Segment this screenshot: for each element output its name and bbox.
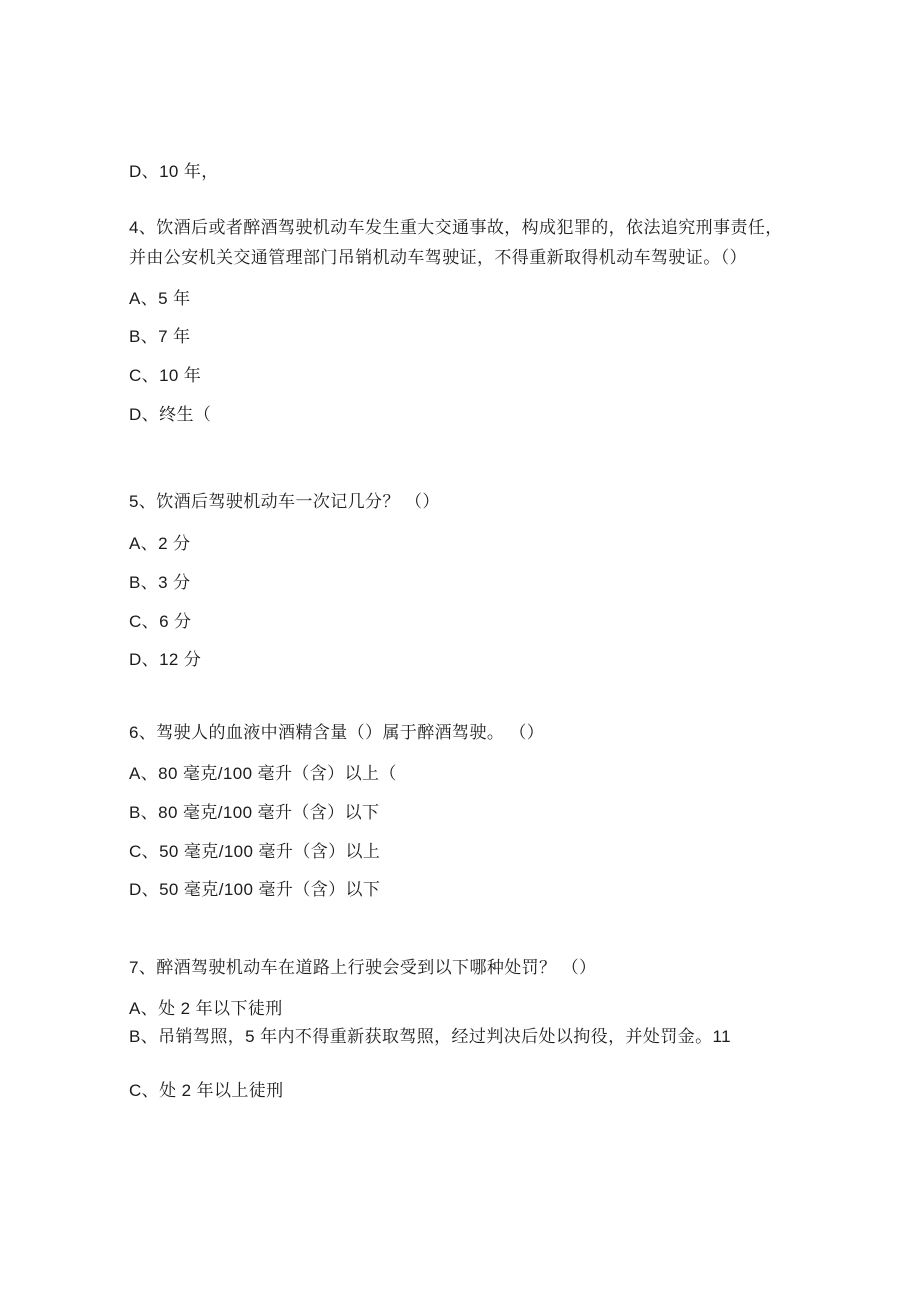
question-4-stem-line-2: 并由公安机关交通管理部门吊销机动车驾驶证，不得重新取得机动车驾驶证。（） xyxy=(129,248,747,267)
question-5-option-b: B、3 分 xyxy=(129,573,191,592)
question-6-option-d: D、50 毫克/100 毫升（含）以下 xyxy=(129,880,381,899)
question-4-option-d: D、终生（ xyxy=(129,405,212,424)
question-5-stem: 5、饮酒后驾驶机动车一次记几分？ （） xyxy=(129,492,440,511)
question-5-option-c: C、6 分 xyxy=(129,612,192,631)
question-6-option-c: C、50 毫克/100 毫升（含）以上 xyxy=(129,842,381,861)
question-7-option-a: A、处 2 年以下徒刑 xyxy=(129,999,283,1018)
question-5-option-d: D、12 分 xyxy=(129,650,202,669)
question-4-option-a: A、5 年 xyxy=(129,289,191,308)
question-6-option-a: A、80 毫克/100 毫升（含）以上（ xyxy=(129,764,397,783)
question-7-option-c: C、处 2 年以上徒刑 xyxy=(129,1081,284,1100)
question-4-option-b: B、7 年 xyxy=(129,327,191,346)
question-6-option-b: B、80 毫克/100 毫升（含）以下 xyxy=(129,803,380,822)
question-7-stem: 7、醉酒驾驶机动车在道路上行驶会受到以下哪种处罚？ （） xyxy=(129,958,597,977)
question-5-option-a: A、2 分 xyxy=(129,534,191,553)
question-7-option-b: B、吊销驾照，5 年内不得重新获取驾照，经过判决后处以拘役，并处罚金。11 xyxy=(129,1027,731,1046)
question-6-stem: 6、驾驶人的血液中酒精含量（）属于醉酒驾驶。 （） xyxy=(129,723,545,742)
question-4-option-c: C、10 年 xyxy=(129,366,202,385)
orphan-option-d: D、10 年， xyxy=(129,162,219,181)
question-4-stem-line-1: 4、饮酒后或者醉酒驾驶机动车发生重大交通事故，构成犯罪的，依法追究刑事责任， xyxy=(129,218,783,237)
